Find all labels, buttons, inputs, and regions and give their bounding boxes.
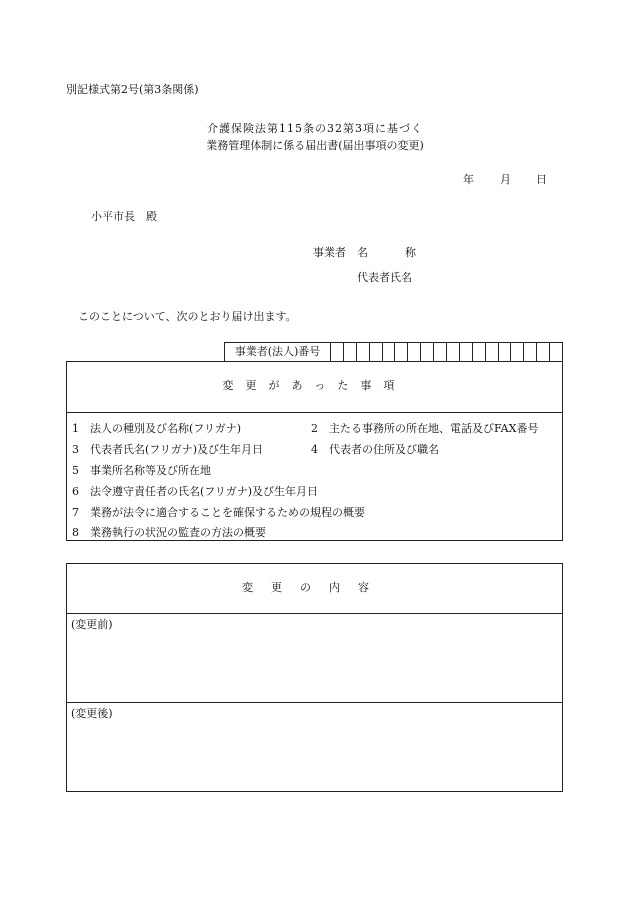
- operator-number-digit-cell[interactable]: [370, 343, 383, 361]
- date-day-label: 日: [536, 173, 547, 186]
- operator-number-digit-cell[interactable]: [383, 343, 396, 361]
- operator-number-digit-cell[interactable]: [344, 343, 357, 361]
- operator-number-digit-cell[interactable]: [421, 343, 434, 361]
- representative-name-label: 代表者氏名: [357, 271, 412, 284]
- changed-item: 1 法人の種別及び名称(フリガナ): [72, 422, 242, 435]
- operator-name-label: 事業者 名: [313, 246, 368, 259]
- operator-number-digit-cell[interactable]: [473, 343, 486, 361]
- after-change-section[interactable]: [67, 703, 562, 792]
- operator-number-digit-cell[interactable]: [537, 343, 550, 361]
- changed-item: 8 業務執行の状況の監査の方法の概要: [72, 526, 266, 539]
- changed-item: 7 業務が法令に適合することを確保するための規程の概要: [72, 506, 365, 519]
- changed-item: 5 事業所名称等及び所在地: [72, 464, 211, 477]
- date-year-label: 年: [463, 173, 474, 186]
- date-month-label: 月: [500, 173, 511, 186]
- changed-item: 4 代表者の住所及び職名: [311, 443, 439, 456]
- after-change-label: (変更後): [71, 707, 113, 720]
- changed-items-heading: 変更があった事項: [67, 362, 562, 413]
- change-content-heading: 変更の内容: [67, 564, 562, 614]
- operator-number-digit-cell[interactable]: [460, 343, 473, 361]
- operator-number-digit-cell[interactable]: [486, 343, 499, 361]
- operator-number-digit-cell[interactable]: [499, 343, 512, 361]
- operator-number-digit-cell[interactable]: [331, 343, 344, 361]
- before-change-label: (変更前): [71, 618, 113, 631]
- operator-number-box: [224, 342, 563, 361]
- changed-item: 3 代表者氏名(フリガナ)及び生年月日: [72, 443, 264, 456]
- addressee: 小平市長 殿: [91, 210, 157, 223]
- operator-number-digit-cell[interactable]: [357, 343, 370, 361]
- changed-items-box: [66, 361, 563, 541]
- operator-number-digit-cell[interactable]: [395, 343, 408, 361]
- form-id: 別記様式第2号(第3条関係): [66, 83, 199, 96]
- operator-number-digit-cell[interactable]: [550, 343, 562, 361]
- operator-number-digit-cell[interactable]: [511, 343, 524, 361]
- operator-number-digit-cell[interactable]: [408, 343, 421, 361]
- change-content-box: [66, 563, 563, 792]
- operator-number-label: 事業者(法人)番号: [225, 343, 331, 361]
- changed-item: 2 主たる事務所の所在地、電話及びFAX番号: [311, 422, 539, 435]
- notice-text: このことについて、次のとおり届け出ます。: [78, 310, 297, 323]
- operator-number-digit-cell[interactable]: [434, 343, 447, 361]
- form-title-line2: 業務管理体制に係る届出書(届出事項の変更): [206, 139, 424, 152]
- operator-number-digit-cell[interactable]: [447, 343, 460, 361]
- operator-number-digit-cell[interactable]: [524, 343, 537, 361]
- changed-item: 6 法令遵守責任者の氏名(フリガナ)及び生年月日: [72, 485, 319, 498]
- form-title-line1: 介護保険法第115条の32第3項に基づく: [207, 122, 423, 135]
- operator-name-suffix: 称: [405, 246, 416, 259]
- before-change-section[interactable]: [67, 614, 562, 703]
